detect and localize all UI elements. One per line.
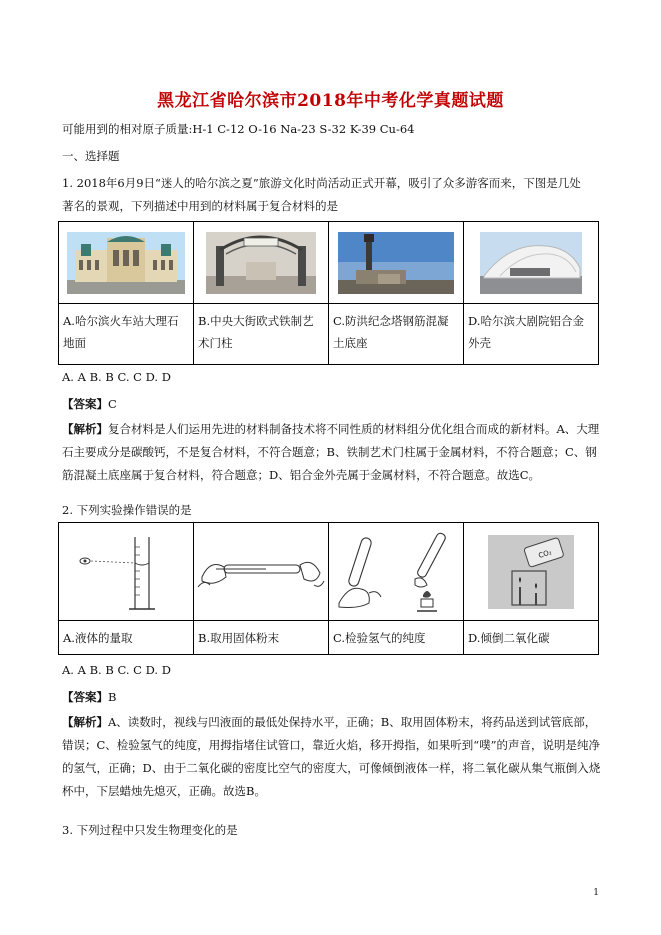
q1-image-cell-d <box>464 222 599 304</box>
powder-test-tube-image <box>196 529 326 615</box>
q1-answer <box>62 396 117 412</box>
hydrogen-purity-test-image <box>331 529 461 615</box>
q1-option-b <box>194 304 329 365</box>
q2-option-c: C.检验氢气的纯度 <box>329 621 464 655</box>
flood-memorial-image <box>338 232 454 294</box>
section-heading: 一、选择题 <box>62 149 120 163</box>
q1-option-b-line1: B.中央大街欧式铁制艺 <box>198 314 314 328</box>
q2-option-b: B.取用固体粉末 <box>194 621 329 655</box>
q1-option-c-line2: 土底座 <box>333 336 368 350</box>
q1-image-cell-b <box>194 222 329 304</box>
iron-gate-image <box>206 232 316 294</box>
q1-option-a <box>59 304 194 365</box>
q1-option-d <box>464 304 599 365</box>
q1-option-d-line1: D.哈尔滨大剧院铝合金 <box>468 314 584 328</box>
q2-option-d: D.倾倒二氧化碳 <box>464 621 599 655</box>
q2-options-table <box>58 522 599 655</box>
q1-stem-line1: 1. 2018年6月9日“迷人的哈尔滨之夏”旅游文化时尚活动正式开幕，吸引了众多游客而来，下图是几处 <box>62 176 581 190</box>
q2-answer-value: B <box>108 690 117 704</box>
q2-answer <box>62 689 116 705</box>
grand-theatre-image <box>480 232 582 294</box>
q1-choices: A. A B. B C. C D. D <box>62 370 171 384</box>
railway-station-image <box>67 232 185 294</box>
q2-analysis-label: 【解析】 <box>62 715 108 729</box>
page-title: 黑龙江省哈尔滨市2018年中考化学真题试题 <box>157 91 504 111</box>
q1-analysis-text: 复合材料是人们运用先进的材料制备技术将不同性质的材料组分优化组合而成的新材料。A、大理石主要成分是碳酸钙，不是复合材料，不符合题意；B、铁制艺术门柱属于金属材料，不符合题意；C、钢筋混凝土底座属于复合材料，符合题意；D、铝合金外壳属于金属材料，不符合题意。故选C。 <box>62 422 600 482</box>
q2-answer-label: 【答案】 <box>62 690 108 704</box>
q1-analysis-label: 【解析】 <box>62 422 108 436</box>
q2-option-a: A.液体的量取 <box>59 621 194 655</box>
atomic-masses-line: 可能用到的相对原子质量:H-1 C-12 O-16 Na-23 S-32 K-39 Cu-64 <box>62 122 415 136</box>
q1-option-a-line1: A.哈尔滨火车站大理石 <box>63 314 179 328</box>
q2-image-cell-b <box>194 523 329 621</box>
q2-choices: A. A B. B C. C D. D <box>62 663 171 677</box>
q1-stem-line2: 著名的景观，下列描述中用到的材料属于复合材料的是 <box>62 199 338 213</box>
page-number: 1 <box>593 888 599 898</box>
q3-stem: 3. 下列过程中只发生物理变化的是 <box>62 823 238 837</box>
q1-options-table <box>58 221 599 365</box>
q1-option-c-line1: C.防洪纪念塔钢筋混凝 <box>333 314 449 328</box>
q1-option-c <box>329 304 464 365</box>
q1-image-cell-c <box>329 222 464 304</box>
q2-stem: 2. 下列实验操作错误的是 <box>62 503 192 517</box>
co2-bottle-label: CO₂ <box>537 547 553 560</box>
q1-analysis <box>62 418 602 487</box>
q1-option-b-line2: 术门柱 <box>198 336 233 350</box>
q1-option-d-line2: 外壳 <box>468 336 491 350</box>
q1-option-a-line2: 地面 <box>63 336 86 350</box>
q2-image-cell-d <box>464 523 599 621</box>
q1-image-cell-a <box>59 222 194 304</box>
q2-analysis-text: A、读数时，视线与凹液面的最低处保持水平，正确；B、取用固体粉末，将药品送到试管底部，错误；C、检验氢气的纯度，用拇指堵住试管口，靠近火焰，移开拇指，如果听到“噗”的声音，说明是纯净的氢气，正确；D、由于二氧化碳的密度比空气的密度大，可像倾倒液体一样，将二氧化碳从集气瓶倒入烧杯中，下层蜡烛先熄灭，正确。故选B。 <box>62 715 601 798</box>
q2-analysis <box>62 711 602 803</box>
q2-image-cell-c <box>329 523 464 621</box>
q1-answer-label: 【答案】 <box>62 397 108 411</box>
pour-co2-image <box>488 535 574 609</box>
q2-image-cell-a <box>59 523 194 621</box>
q1-answer-value: C <box>108 397 117 411</box>
graduated-cylinder-image <box>71 529 181 615</box>
